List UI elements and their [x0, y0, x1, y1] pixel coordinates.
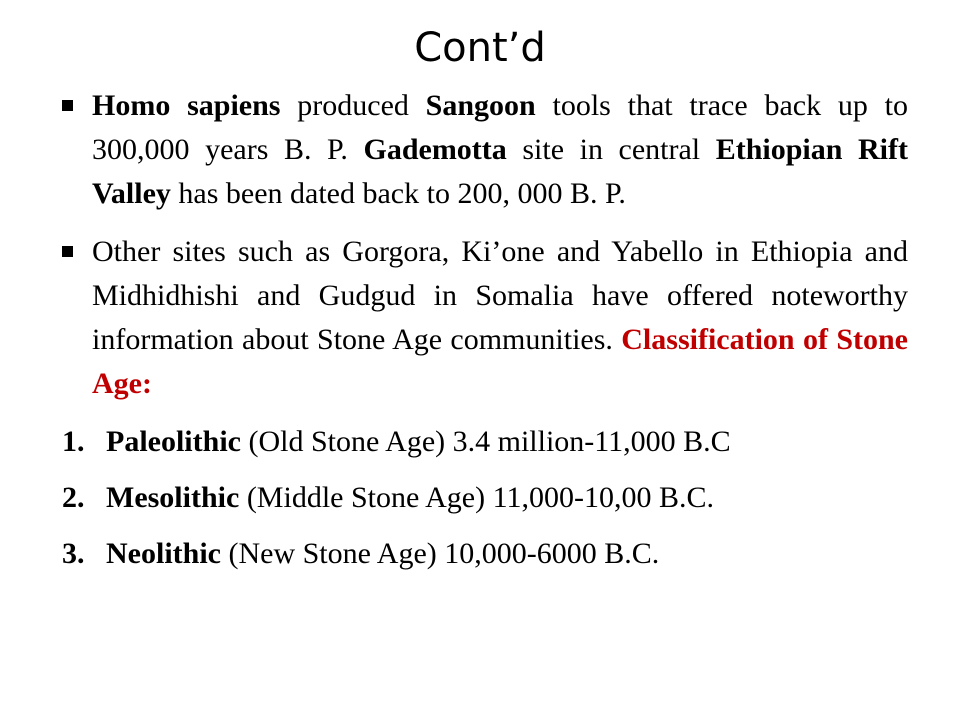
square-bullet-icon [62, 100, 73, 111]
bullet-item-1 [62, 84, 908, 216]
bullet-1-segment: Ethiopian Rift Valley [92, 133, 908, 210]
bullet-1-segment: tools that trace back up to 300,000 years B. P. [92, 89, 908, 166]
list-term: Paleolithic [106, 425, 241, 458]
list-term: Mesolithic [106, 481, 240, 514]
bullet-1-segment: Sangoon [425, 89, 536, 122]
bullet-1-segment: site in central [506, 133, 716, 166]
list-number: 3. [62, 537, 85, 570]
list-term: Neolithic [106, 537, 221, 570]
list-description: (Middle Stone Age) 11,000-10,00 B.C. [239, 481, 715, 514]
list-description: (Old Stone Age) 3.4 million-11,000 B.C [240, 425, 731, 458]
list-number: 2. [62, 481, 85, 514]
bullet-1-segment: Gademotta [363, 133, 507, 166]
classification-heading: Classification of Stone Age: [92, 323, 908, 400]
slide-body [62, 84, 908, 588]
bullet-2-segment: Other sites such as Gorgora, Ki’one and Yabello in Ethiopia and Midhidhishi and Gudgud in Somalia have offered noteworthy information about Stone Age communities. [92, 235, 908, 356]
square-bullet-icon [62, 246, 73, 257]
bullet-1-segment: has been dated back to 200, 000 B. P. [170, 177, 626, 210]
list-description: (New Stone Age) 10,000-6000 B.C. [220, 537, 660, 570]
list-item [62, 476, 908, 520]
bullet-item-2 [62, 230, 908, 406]
list-item [62, 532, 908, 576]
bullet-1-segment: Homo sapiens [92, 89, 281, 122]
bullet-1-segment: produced [280, 89, 426, 122]
list-number: 1. [62, 425, 85, 458]
slide-title: Cont’d [414, 25, 546, 71]
list-item [62, 420, 908, 464]
stone-age-list [62, 420, 908, 576]
